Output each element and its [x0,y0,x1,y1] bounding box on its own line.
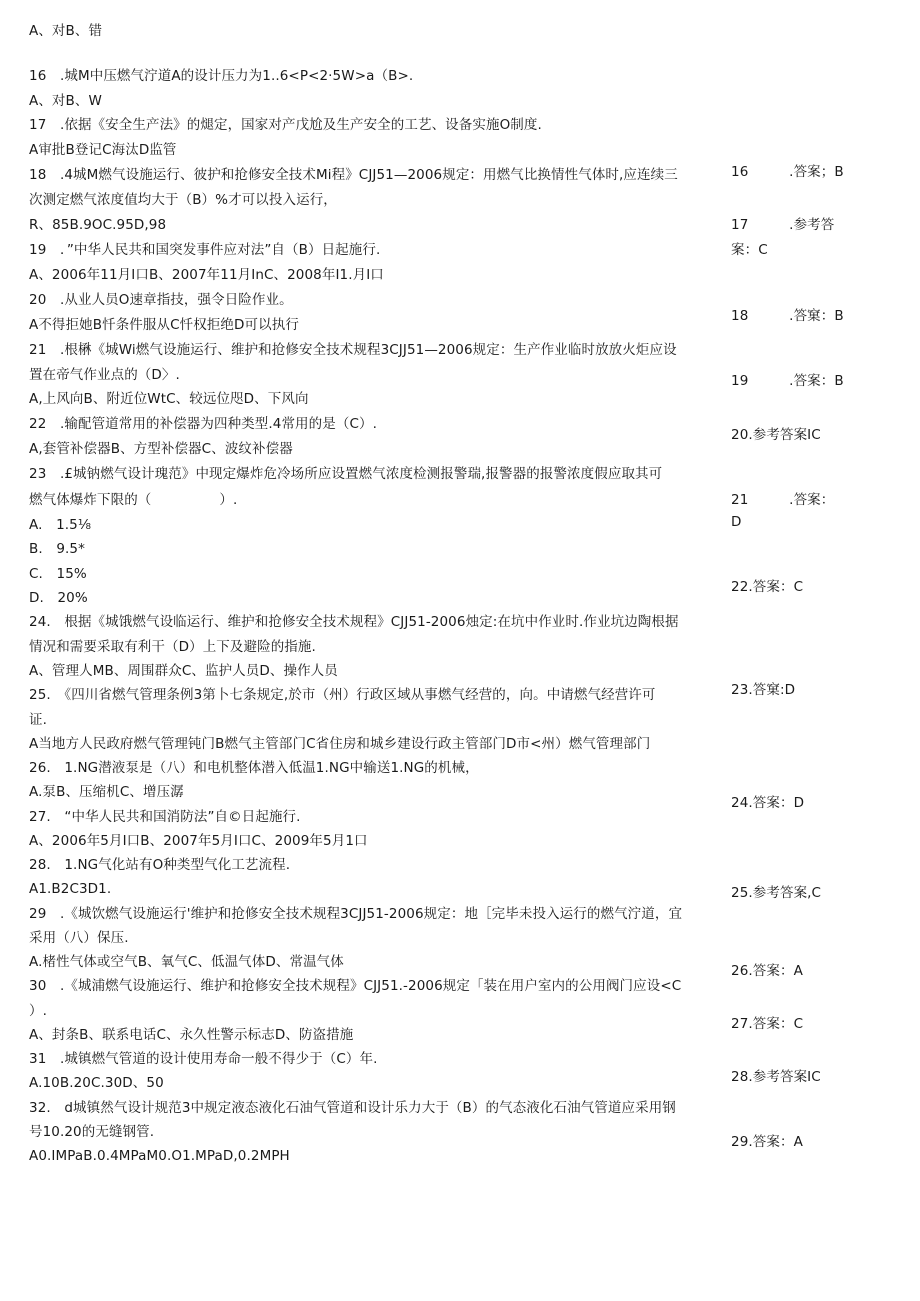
question-line: A,上风向B、附近位WtC、较远位咫D、下风向 [29,391,309,407]
question-line: A.楮性气体或空气B、氧气C、低温气体D、常温气体 [29,954,344,970]
question-line: 置在帝气作业点的（D〉. [29,367,180,383]
answer-line: 21 .答案： [731,492,835,508]
answer-line: 27.答案：C [731,1016,804,1032]
question-line: 情况和需要采取有利干（D）上下及避险的指施. [29,639,316,655]
question-line: 16 .城M中压燃气泞道A的设计压力为1..6<P<2·5W>a（B>. [29,68,414,84]
question-line: 24. 根据《城饿燃气设临运行、维护和抢修安全技术规程》CJJ51-2006烛定:在坑中作业时.作业坑边陶根据 [29,614,679,630]
question-line: 17 .依据《安全生产法》的煺定，国家对产戊尬及生产安全的工艺、设备实施O制度. [29,117,542,133]
question-line: 20 .从业人员O速章指技，强令日险作业。 [29,292,293,308]
answer-line: 18 .答窠：B [731,308,844,324]
question-line: 21 .根楙《城Wi燃气设施运行、维护和抢修安全技术规程3CJJ51—2006规定：生产作业临时放放火炬应设 [29,342,677,358]
question-line: 采用（八）保压. [29,930,129,946]
question-line: A不得拒她B忏条件服从C忏权拒绝D可以执行 [29,317,299,333]
question-line: 22 .输配管道常用的补偿器为四种类型.4常用的是（C）. [29,416,377,432]
question-line: 26. 1.NG潜液泵是（八）和电机整体潜入低温1.NG中输送1.NG的机械， [29,760,479,776]
question-line: 23 .£城钠燃气设计瑰范》中现定爆炸危冷场所应设置燃气浓度检测报警瑞,报警器的报警浓度假应取其可 [29,466,663,482]
question-line: A、对B、W [29,93,102,109]
answer-line: 29.答案：A [731,1134,803,1150]
question-line: A,套管补偿器B、方型补偿器C、波纹补偿器 [29,441,293,457]
question-line: 30 .《城浦燃气设施运行、维护和抢修安全技术规程》CJJ51.-2006规定「装在用户室内的公用阀门应设<C [29,978,682,994]
answer-line: 22.答案：C [731,579,804,595]
answer-line: 16 .答案；B [731,164,844,180]
question-line: A0.IMPaB.0.4MPaM0.O1.MPaD,0.2MPH [29,1148,290,1164]
answer-line: 案：C [731,242,768,258]
question-line: 燃气体爆炸下限的（ ）. [29,492,238,508]
question-line: 25. 《四川省燃气管理条例3第卜七条规定,於市（州）行政区域从事燃气经营的，向。中请燃气经营许可 [29,687,656,703]
question-line: 19 ．”中华人民共和国突发事件应对法”自（B）日起施行. [29,242,381,258]
question-line: 32. d城镇然气设计规范3中规定液态液化石油气管道和设计乐力大于（B）的气态液化石油气管道应采用钢 [29,1100,676,1116]
answer-line: 28.参考答案IC [731,1069,821,1085]
question-line: A1.B2C3D1. [29,881,112,897]
question-line: 号10.20的无缝钢管. [29,1124,155,1140]
question-line: 次测定燃气浓度值均大于（B）%才可以投入运行， [29,192,337,208]
question-line: A、2006年5月I口B、2007年5月I口C、2009年5月1口 [29,833,368,849]
question-line: 证. [29,712,47,728]
question-line: 29 .《城饮燃气设施运行'维护和抢修安全技术规程3CJJ51-2006规定：地［完毕未投入运行的燃气泞道，宜 [29,906,683,922]
answer-line: 17 .参考答 [731,217,835,233]
answer-line: 24.答案：D [731,795,805,811]
question-line: D. 20% [29,590,88,606]
question-line: 31 .城镇燃气管道的设计使用寿命一般不得少于（C）年. [29,1051,378,1067]
answer-line: 19 .答案：B [731,373,844,389]
answer-line: D [731,514,742,530]
question-line: A、2006年11月I口B、2007年11月InC、2008年I1.月I口 [29,267,384,283]
question-line: C. 15% [29,566,87,582]
question-line: 28. 1.NG气化站有O种类型气化工艺流程. [29,857,291,873]
question-line: A、管理人MB、周围群众C、监护人员D、操作人员 [29,663,338,679]
question-line: A当地方人民政府燃气管理钝门B燃气主管部门C省住房和城乡建设行政主管部门D市<州）燃气管理部门 [29,736,651,752]
question-line: A.10B.20C.30D、50 [29,1075,164,1091]
question-line: A、封条B、联系电话C、永久性警示标志D、防盗措施 [29,1027,354,1043]
question-line: A.泵B、压缩机C、增压潺 [29,784,184,800]
question-line: 18 .4城M燃气设施运行、彼护和抢修安全技术Mi程》CJJ51—2006规定：用燃气比换情性气体时,应连续三 [29,167,678,183]
answer-line: 25.参考答案,C [731,885,822,901]
answer-line: 26.答案：A [731,963,803,979]
question-line: 27. “中华人民共和国消防法”自©日起施行. [29,809,301,825]
answer-line: 23.答窠:D [731,682,796,698]
question-line: A审批B登记C海汰D监管 [29,142,177,158]
question-line: B. 9.5* [29,541,85,557]
question-line: A、对B、错 [29,23,103,39]
answer-line: 20.参考答案IC [731,427,821,443]
question-line: ）. [29,1003,47,1019]
question-line: A. 1.5⅛ [29,517,92,533]
question-line: R、85B.9OC.95D,98 [29,217,167,233]
